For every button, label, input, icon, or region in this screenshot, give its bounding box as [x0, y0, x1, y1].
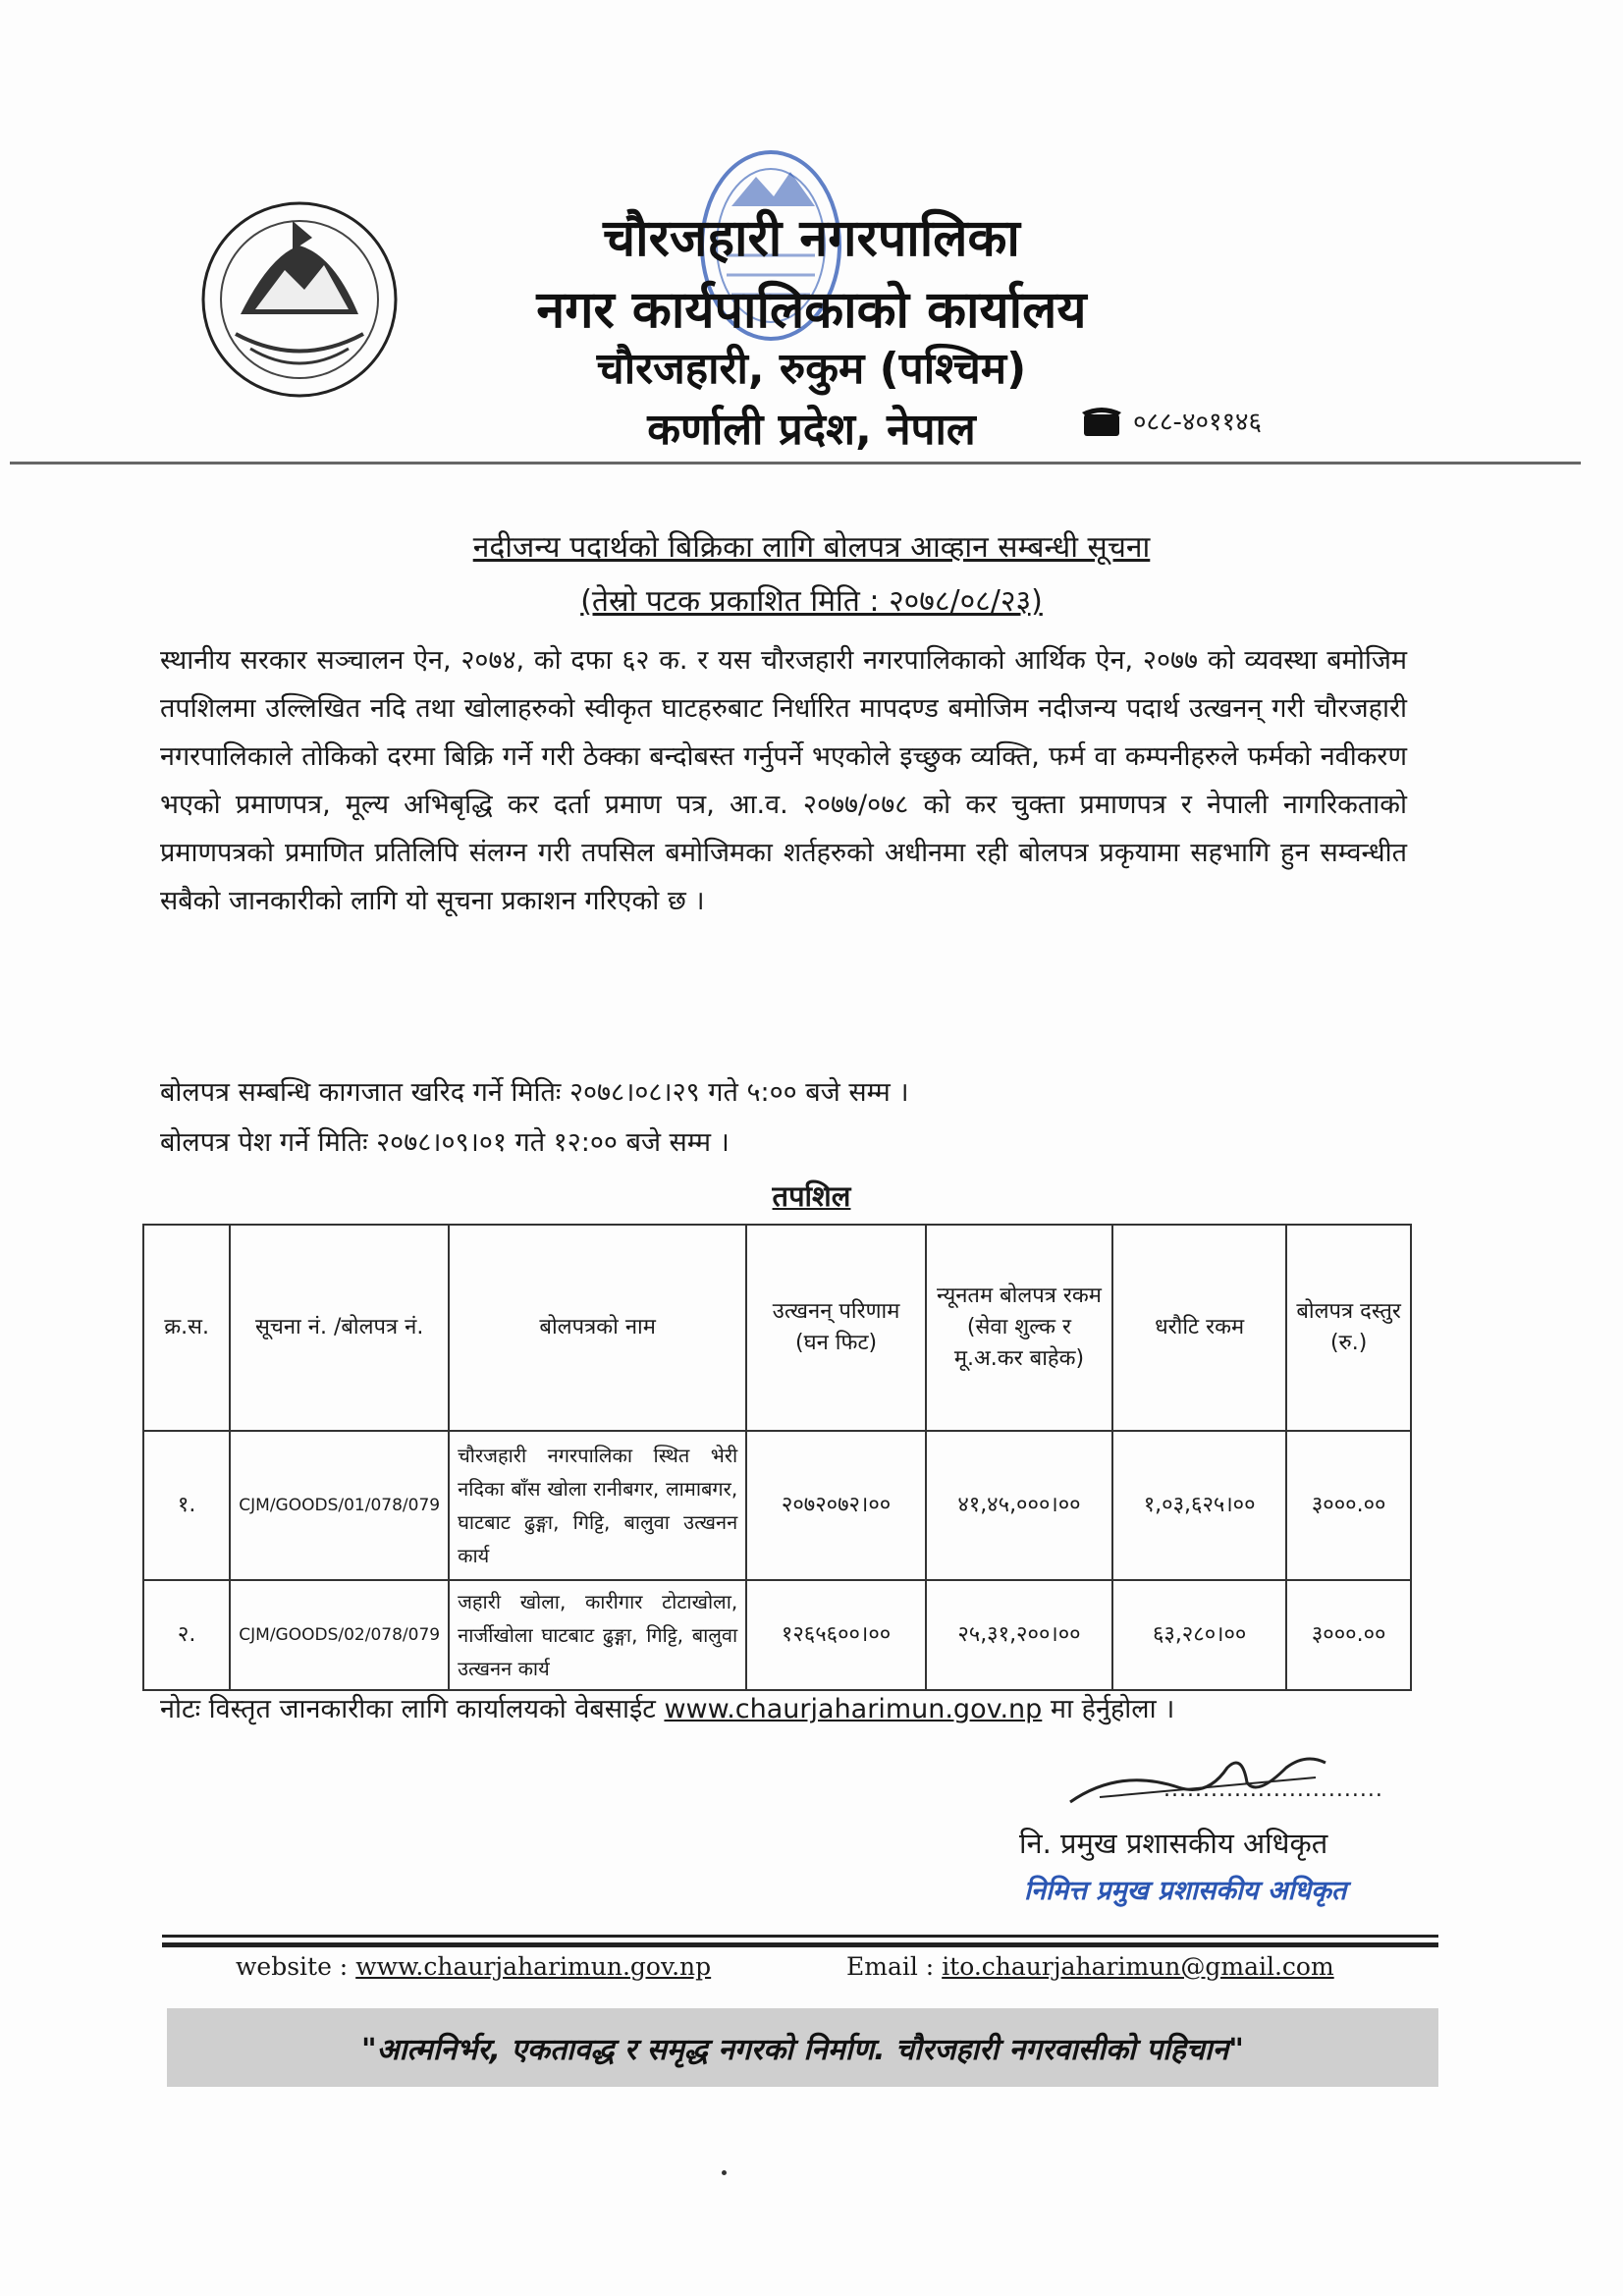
notice-body: स्थानीय सरकार सञ्चालन ऐन, २०७४, को दफा ६२ क. र यस चौरजहारी नगरपालिकाको आर्थिक ऐन, २०७७ को व्यवस्था बमोजिम तपशिलमा उल्लिखित नदि तथा खोलाहरुको स्वीकृत घाटहरुबाट निर्धारित मापदण्ड बमोजिम नदीजन्य पदार्थ उत्खनन् गरी चौरजहारी नगरपालिकाले तोकिको दरमा बिक्रि गर्ने गरी ठेक्का बन्दोबस्त गर्नुपर्ने भएकोले इच्छुक व्यक्ति, फर्म वा कम्पनीहरुले फर्मको नवीकरण भएको प्रमाणपत्र, मूल्य अभिबृद्धि कर दर्ता प्रमाण पत्र, आ.व. २०७७/०७८ को कर चुक्ता प्रमाणपत्र र नेपाली नागरिकताको प्रमाणपत्रको प्रमाणित प्रतिलिपि संलग्न गरी तपसिल बमोजिमका शर्तहरुको अधीनमा रही बोलपत्र प्रकृयामा सहभागि हुन सम्वन्धीत सबैको जानकारीको लागि यो सूचना प्रकाशन गरिएको छ ।	[160, 645, 1407, 916]
note-prefix: नोटः विस्तृत जानकारीका लागि कार्यालयको वेबसाईट	[160, 1694, 656, 1724]
deposit-cell: ६३,२८०।००	[1112, 1580, 1286, 1690]
column-header: धरौटि रकम	[1112, 1225, 1286, 1431]
phone-number: ०८८-४०११४६	[1133, 408, 1263, 437]
slogan-text: "आत्मनिर्भर, एकतावद्ध र समृद्ध नगरको निर्माण. चौरजहारी नगरवासीको पहिचान"	[361, 2032, 1244, 2067]
header-location: चौरजहारी, रुकुम (पश्चिम)	[596, 344, 1027, 394]
table-header-row	[143, 1225, 1411, 1431]
column-header: बोलपत्रको नाम	[449, 1225, 746, 1431]
volume-cell: १२६५६००।००	[746, 1580, 926, 1690]
officer-designation: नि. प्रमुख प्रशासकीय अधिकृत	[1019, 1827, 1328, 1860]
phone-block	[1080, 403, 1262, 438]
header-province: कर्णाली प्रदेश, नेपाल	[647, 405, 976, 455]
column-header: न्यूनतम बोलपत्र रकम (सेवा शुल्क र मू.अ.कर बाहेक)	[926, 1225, 1112, 1431]
footer-divider-thin	[162, 1935, 1438, 1938]
telephone-icon	[1080, 403, 1123, 438]
tender-name-cell: जहारी खोला, कारीगार टोटाखोला, नार्जीखोला घाटबाट ढुङ्गा, गिट्टि, बालुवा उत्खनन कार्य	[449, 1580, 746, 1690]
slogan-band	[167, 2008, 1438, 2087]
footer-website	[236, 1952, 711, 1981]
table-row	[143, 1431, 1411, 1580]
min-amount-cell: २५,३१,२००।००	[926, 1580, 1112, 1690]
header-municipality-name: चौरजहारी नगरपालिका	[603, 209, 1020, 268]
column-header: बोलपत्र दस्तुर (रु.)	[1286, 1225, 1411, 1431]
column-header: उत्खनन् परिणाम (घन फिट)	[746, 1225, 926, 1431]
signature-line: ............................	[1163, 1777, 1383, 1802]
table-row	[143, 1580, 1411, 1690]
column-header: क्र.स.	[143, 1225, 230, 1431]
schedule-heading: तपशिल	[772, 1179, 851, 1213]
serial-cell: २.	[143, 1580, 230, 1690]
website-label: website :	[236, 1952, 349, 1981]
schedule-table	[142, 1224, 1412, 1691]
deposit-cell: १,०३,६२५।००	[1112, 1431, 1286, 1580]
serial-cell: १.	[143, 1431, 230, 1580]
notice-code-cell: CJM/GOODS/02/078/079	[230, 1580, 449, 1690]
page-mark	[722, 2170, 727, 2175]
footer-email	[846, 1952, 1334, 1981]
column-header: सूचना नं. /बोलपत्र नं.	[230, 1225, 449, 1431]
volume-cell: २०७२०७२।००	[746, 1431, 926, 1580]
notice-code-cell: CJM/GOODS/01/078/079	[230, 1431, 449, 1580]
header-office-name: नगर कार्यपालिकाको कार्यालय	[536, 281, 1087, 340]
submission-date-line: बोलपत्र पेश गर्ने मितिः २०७८।०९।०१ गते १२:०० बजे सम्म ।	[160, 1127, 730, 1158]
fee-cell: ३०००.००	[1286, 1580, 1411, 1690]
notice-title: नदीजन्य पदार्थको बिक्रिका लागि बोलपत्र आव्हान सम्बन्धी सूचना	[472, 530, 1151, 565]
note-suffix: मा हेर्नुहोला ।	[1050, 1694, 1175, 1724]
tender-name-cell: चौरजहारी नगरपालिका स्थित भेरी नदिका बाँस खोला रानीबगर, लामाबगर, घाटबाट ढुङ्गा, गिट्टि, बालुवा उत्खनन कार्य	[449, 1431, 746, 1580]
min-amount-cell: ४१,४५,०००।००	[926, 1431, 1112, 1580]
footer-divider-thick	[162, 1942, 1438, 1947]
email-label: Email :	[846, 1952, 935, 1981]
footer-website-link[interactable]: www.chaurjaharimun.gov.np	[355, 1952, 712, 1981]
header-divider	[10, 462, 1581, 465]
officer-stamp-text: निमित्त प्रमुख प्रशासकीय अधिकृत	[1024, 1876, 1347, 1906]
note-website-link[interactable]: www.chaurjaharimun.gov.np	[664, 1694, 1043, 1724]
note-line	[160, 1689, 1174, 1725]
notice-subtitle: (तेस्रो पटक प्रकाशित मिति : २०७८/०८/२३)	[580, 584, 1043, 619]
purchase-date-line: बोलपत्र सम्बन्धि कागजात खरिद गर्ने मितिः २०७८।०८।२९ गते ५:०० बजे सम्म ।	[160, 1077, 909, 1108]
footer-email-link[interactable]: ito.chaurjaharimun@gmail.com	[942, 1952, 1334, 1981]
fee-cell: ३०००.००	[1286, 1431, 1411, 1580]
